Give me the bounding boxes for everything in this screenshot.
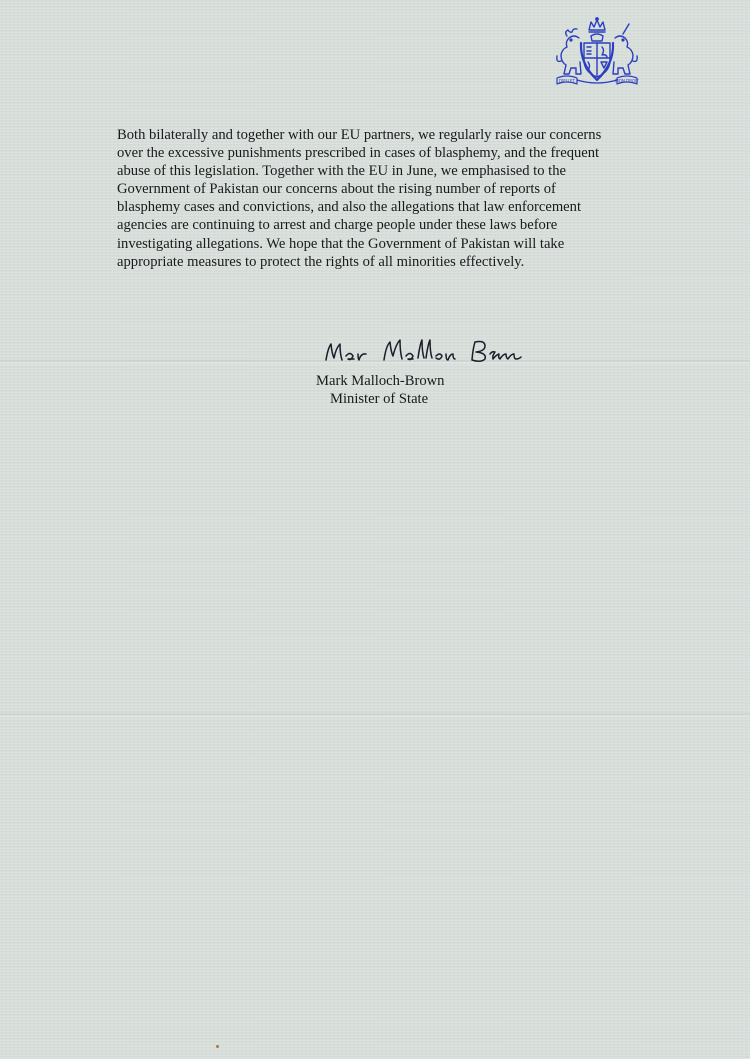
handwritten-signature [322, 332, 532, 372]
body-line: investigating allegations. We hope that the Government of Pakistan will take [117, 235, 565, 252]
royal-coat-of-arms-icon [553, 16, 641, 86]
body-line: Government of Pakistan our concerns about the rising number of reports of [117, 181, 556, 198]
letter-body-paragraph [117, 126, 637, 271]
svg-text:MON DROIT: MON DROIT [615, 78, 639, 84]
body-line: agencies are continuing to arrest and charge people under these laws before [117, 217, 558, 234]
signer-name: Mark Malloch-Brown [316, 373, 445, 389]
svg-text:DIEU ET: DIEU ET [559, 78, 575, 84]
body-line: blasphemy cases and convictions, and also the allegations that law enforcement [117, 199, 582, 216]
body-line: over the excessive punishments prescribed in cases of blasphemy, and the frequent [117, 145, 600, 162]
body-line: appropriate measures to protect the rights of all minorities effectively. [117, 253, 525, 270]
body-line: abuse of this legislation. Together with the EU in June, we emphasised to the [117, 163, 566, 180]
paper-speck [216, 1045, 219, 1048]
body-line: Both bilaterally and together with our EU partners, we regularly raise our concerns [117, 127, 602, 143]
paper-fold-line [0, 712, 750, 718]
signer-title: Minister of State [330, 391, 429, 407]
